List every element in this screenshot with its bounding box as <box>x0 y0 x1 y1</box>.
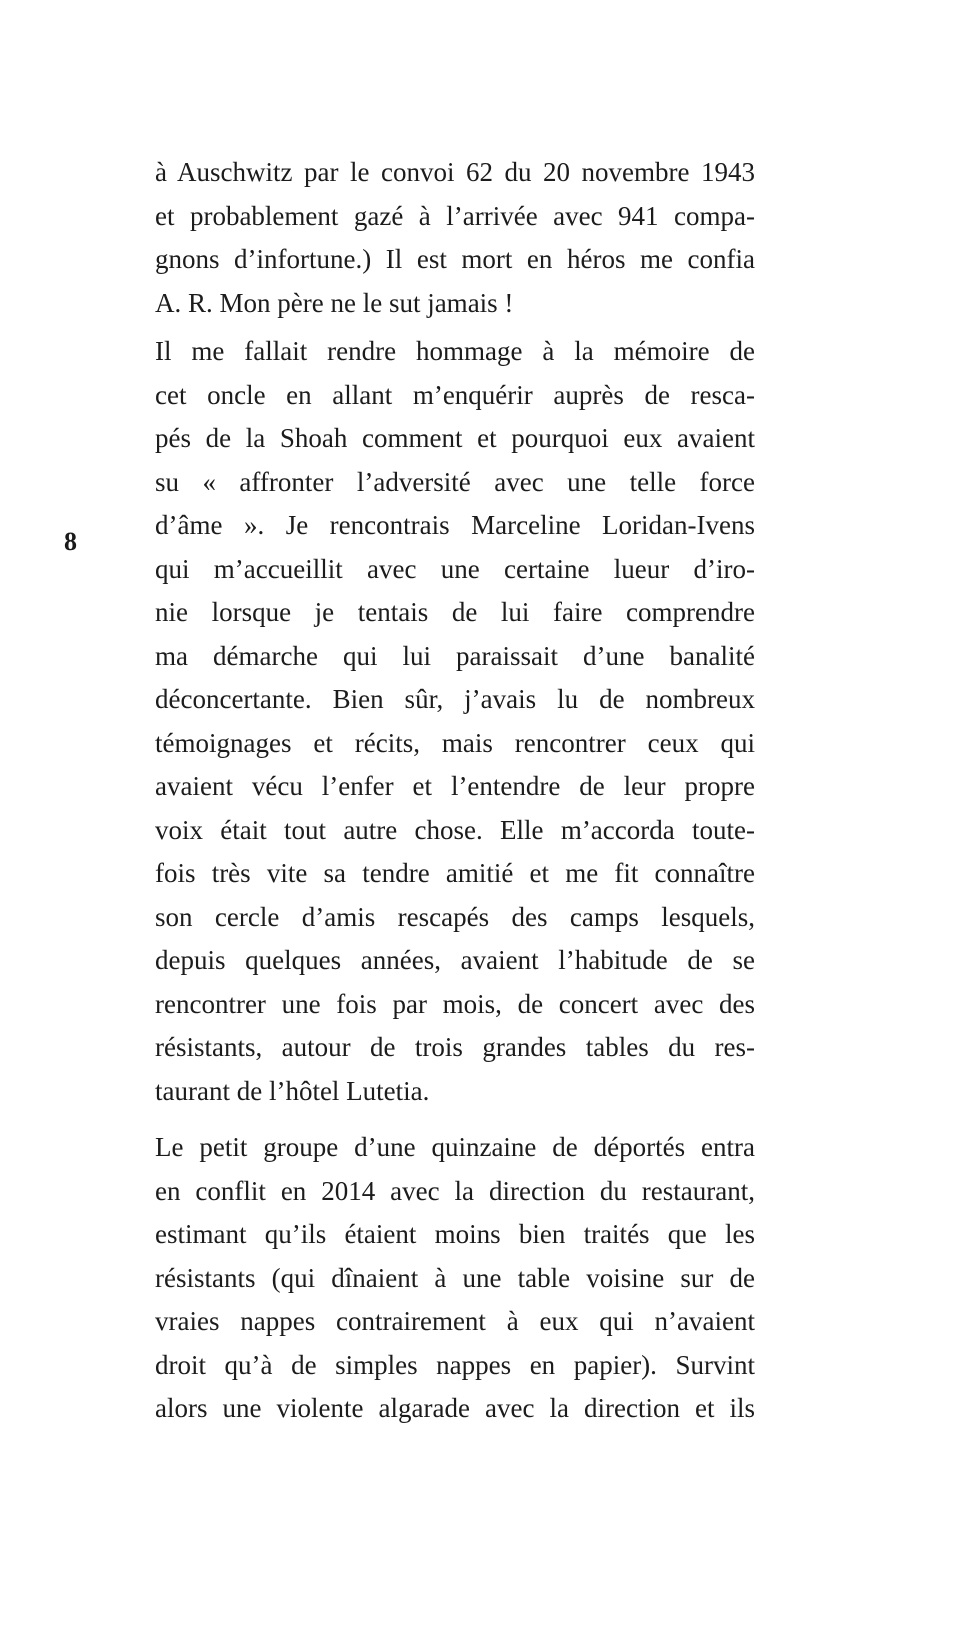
text-line: et probablement gazé à l’arrivée avec 941 compa- <box>155 200 755 231</box>
paragraph-3 <box>155 1126 755 1431</box>
text-line: vraies nappes contrairement à eux qui n’avaient <box>155 1306 755 1336</box>
text-line: témoignages et récits, mais rencontrer ceux qui <box>155 727 755 758</box>
text-line: estimant qu’ils étaient moins bien traités que les <box>155 1219 755 1249</box>
text-line: droit qu’à de simples nappes en papier). Survint <box>155 1349 755 1380</box>
paragraph-2 <box>155 330 755 1113</box>
text-line: nie lorsque je tentais de lui faire comprendre <box>155 597 755 627</box>
text-line: rencontrer une fois par mois, de concert avec des <box>155 988 755 1019</box>
text-line: résistants, autour de trois grandes tables du res- <box>155 1032 755 1062</box>
text-line: gnons d’infortune.) Il est mort en héros me confia <box>155 244 755 274</box>
text-line: alors une violente algarade avec la direction et ils <box>155 1393 755 1423</box>
text-line: à Auschwitz par le convoi 62 du 20 novembre 1943 <box>155 157 755 187</box>
text-line: depuis quelques années, avaient l’habitude de se <box>155 945 755 975</box>
text-line: taurant de l’hôtel Lutetia. <box>155 1075 430 1106</box>
text-line: son cercle d’amis rescapés des camps lesquels, <box>155 901 755 932</box>
text-line: ma démarche qui lui paraissait d’une banalité <box>155 640 755 671</box>
text-line: en conflit en 2014 avec la direction du restaurant, <box>155 1175 755 1206</box>
paragraph-1 <box>155 151 755 325</box>
text-line: A. R. Mon père ne le sut jamais ! <box>155 287 514 318</box>
text-line: Le petit groupe d’une quinzaine de déportés entra <box>155 1132 755 1162</box>
text-line: déconcertante. Bien sûr, j’avais lu de nombreux <box>155 684 755 714</box>
page-number: 8 <box>64 527 77 556</box>
text-line: d’âme ». Je rencontrais Marceline Loridan-Ivens <box>155 510 755 540</box>
text-line: résistants (qui dînaient à une table voisine sur de <box>155 1262 755 1293</box>
text-line: su « affronter l’adversité avec une telle force <box>155 466 755 497</box>
text-line: pés de la Shoah comment et pourquoi eux avaient <box>155 423 755 453</box>
text-line: avaient vécu l’enfer et l’entendre de leur propre <box>155 771 755 801</box>
text-line: qui m’accueillit avec une certaine lueur d’iro- <box>155 553 755 584</box>
text-line: cet oncle en allant m’enquérir auprès de resca- <box>155 379 755 410</box>
text-line: voix était tout autre chose. Elle m’accorda toute- <box>155 814 755 845</box>
text-line: Il me fallait rendre hommage à la mémoire de <box>155 336 755 366</box>
text-line: fois très vite sa tendre amitié et me fit connaître <box>155 858 755 888</box>
